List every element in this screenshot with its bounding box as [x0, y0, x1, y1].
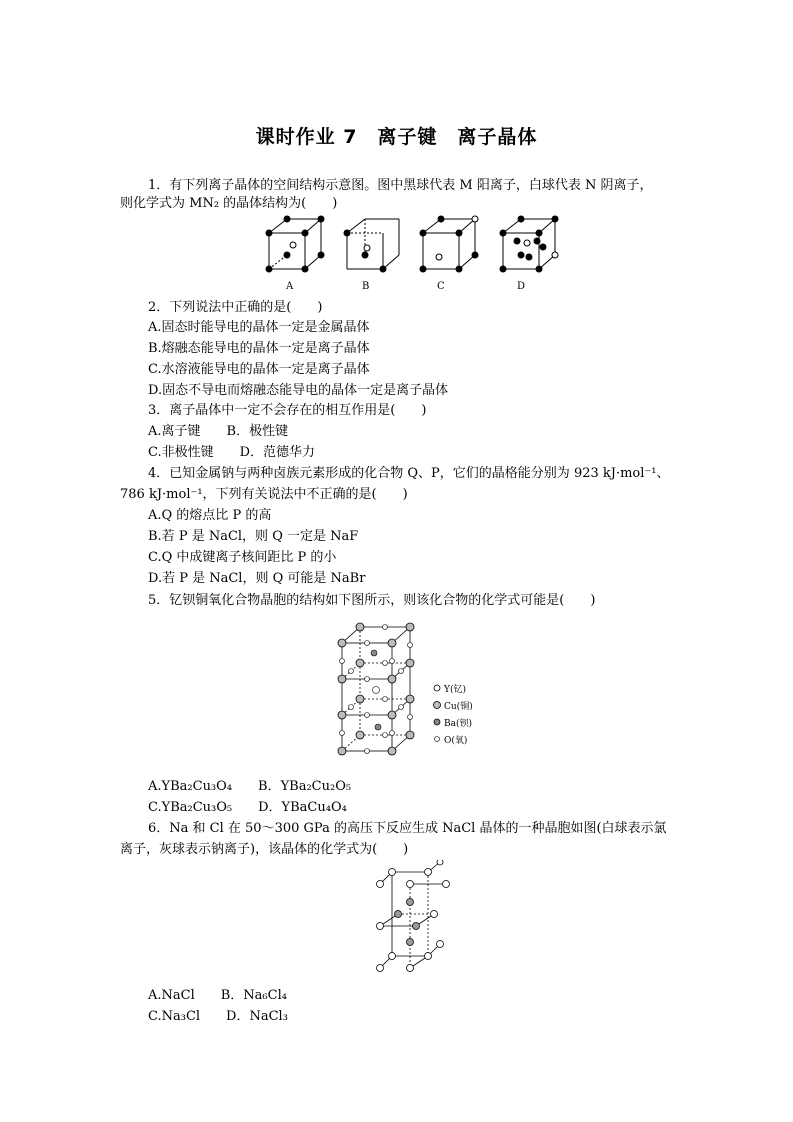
q4-option-b: B.若 P 是 NaCl，则 Q 一定是 NaF: [148, 529, 359, 544]
legend-ba: Ba(钡): [444, 719, 473, 729]
q2-stem: 2．下列说法中正确的是( ): [148, 300, 323, 315]
figure-c: [420, 216, 478, 272]
figure-b: [344, 219, 399, 272]
q6-cell-figure: [370, 860, 460, 980]
q3-stem: 3．离子晶体中一定不会存在的相互作用是( ): [148, 403, 427, 418]
page-title: 课时作业 7 离子键 离子晶体: [255, 126, 538, 148]
q3-options-row2: C.非极性键 D．范德华力: [148, 445, 316, 460]
q5-stem: 5．钇钡铜氧化合物晶胞的结构如下图所示，则该化合物的化学式可能是( ): [148, 593, 596, 608]
q2-option-b: B.熔融态能导电的晶体一定是离子晶体: [148, 341, 370, 356]
q6-stem-line2: 离子，灰球表示钠离子)，该晶体的化学式为( ): [120, 842, 409, 857]
legend-cu: Cu(铜): [444, 702, 473, 712]
q2-option-d: D.固态不导电而熔融态能导电的晶体一定是离子晶体: [148, 383, 449, 398]
q6-options-row2: C.Na₃Cl D．NaCl₃: [148, 1009, 288, 1024]
q4-stem-line1: 4．已知金属钠与两种卤族元素形成的化合物 Q、P，它们的晶格能分别为 923 kJ·mol⁻¹、: [148, 466, 670, 481]
q5-options-row2: C.YBa₂Cu₃O₅ D．YBaCu₄O₄: [148, 800, 347, 815]
figure-label-a: A: [286, 281, 294, 292]
q6-options-row1: A.NaCl B．Na₆Cl₄: [148, 988, 287, 1003]
q2-option-c: C.水溶液能导电的晶体一定是离子晶体: [148, 362, 370, 377]
figure-a: [266, 216, 324, 272]
q5-options-row1: A.YBa₂Cu₃O₄ B．YBa₂Cu₂O₅: [148, 779, 352, 794]
figure-label-d: D: [517, 281, 526, 292]
figure-label-b: B: [362, 281, 370, 292]
q4-option-a: A.Q 的熔点比 P 的高: [148, 508, 272, 523]
figure-d: [500, 216, 558, 272]
q6-stem-line1: 6．Na 和 Cl 在 50～300 GPa 的高压下反应生成 NaCl 晶体的一种晶胞如图(白球表示氯: [148, 821, 667, 836]
q1-stem-line1: 1．有下列离子晶体的空间结构示意图。图中黑球代表 M 阳离子，白球代表 N 阴离子，: [148, 178, 653, 193]
legend-o: O(氧): [444, 736, 468, 746]
q4-option-c: C.Q 中成键离子核间距比 P 的小: [148, 550, 337, 565]
q3-options-row1: A.离子键 B．极性键: [148, 424, 289, 439]
figure-label-c: C: [437, 281, 445, 292]
q1-stem-line2: 则化学式为 MN₂ 的晶体结构为( ): [120, 196, 338, 211]
q4-option-d: D.若 P 是 NaCl，则 Q 可能是 NaBr: [148, 571, 366, 586]
legend-y: Y(钇): [444, 685, 466, 695]
q4-stem-line2: 786 kJ·mol⁻¹，下列有关说法中不正确的是( ): [120, 487, 408, 502]
q2-option-a: A.固态时能导电的晶体一定是金属晶体: [148, 320, 370, 335]
